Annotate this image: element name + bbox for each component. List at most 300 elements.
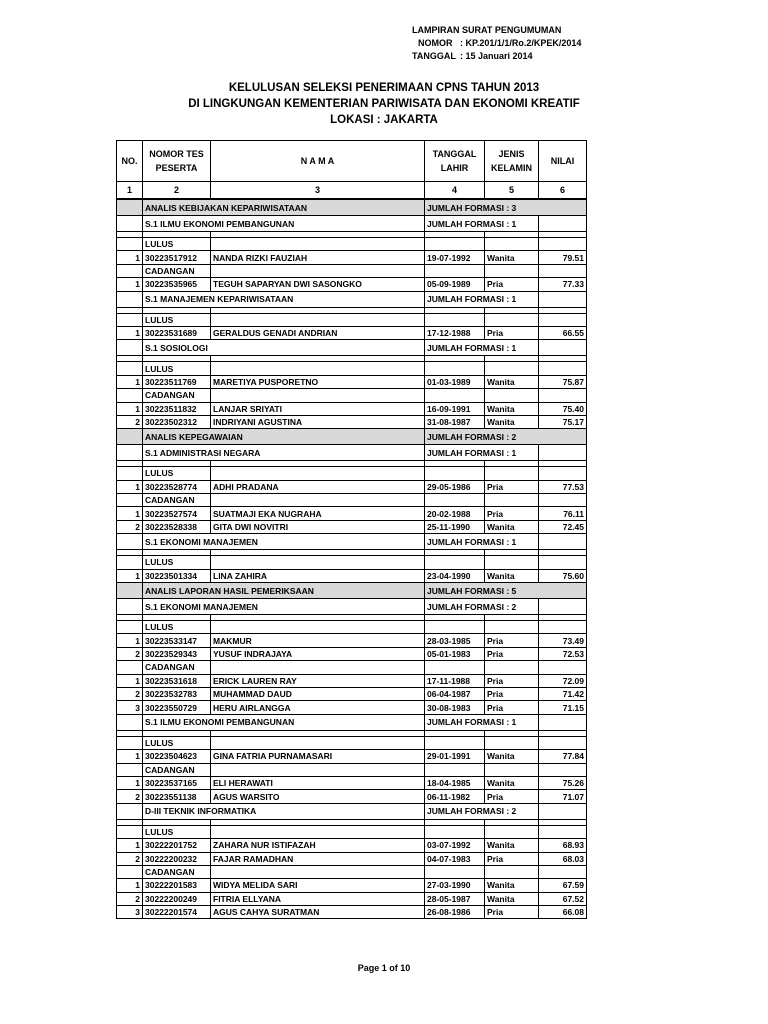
row-number: 1 (117, 480, 143, 493)
empty-cell (117, 362, 143, 375)
row-number: 1 (117, 879, 143, 892)
test-number: 30223527574 (143, 507, 211, 520)
row-number: 2 (117, 790, 143, 803)
empty-cell (425, 865, 485, 878)
score: 71.15 (539, 701, 587, 714)
empty-cell (117, 445, 143, 461)
formasi-count: JUMLAH FORMASI : 2 (425, 429, 587, 445)
empty-cell (211, 763, 425, 776)
category-row (117, 199, 587, 216)
birth-date: 27-03-1990 (425, 879, 485, 892)
test-number: 30223550729 (143, 701, 211, 714)
header-tanggal-lahir: TANGGAL LAHIR (425, 141, 485, 182)
status-label-row (117, 661, 587, 674)
empty-cell (425, 556, 485, 569)
birth-date: 19-07-1992 (425, 251, 485, 264)
empty-cell (539, 803, 587, 819)
empty-cell (425, 467, 485, 480)
participant-name: GINA FATRIA PURNAMASARI (211, 750, 425, 763)
table-row (117, 687, 587, 700)
gender: Wanita (485, 839, 539, 852)
empty-cell (539, 445, 587, 461)
formasi-count: JUMLAH FORMASI : 1 (425, 445, 539, 461)
header-nomor-tes: NOMOR TES PESERTA (143, 141, 211, 182)
empty-cell (211, 621, 425, 634)
formasi-count: JUMLAH FORMASI : 3 (425, 199, 587, 216)
test-number: 30222201583 (143, 879, 211, 892)
empty-cell (539, 264, 587, 277)
participant-name: MAKMUR (211, 634, 425, 647)
empty-cell (117, 467, 143, 480)
score: 66.08 (539, 906, 587, 919)
empty-cell (211, 556, 425, 569)
status-label: CADANGAN (143, 389, 211, 402)
empty-cell (425, 621, 485, 634)
empty-cell (485, 825, 539, 838)
empty-cell (117, 865, 143, 878)
participant-name: ZAHARA NUR ISTIFAZAH (211, 839, 425, 852)
colnum: 4 (425, 182, 485, 200)
category-row (117, 583, 587, 599)
score: 77.84 (539, 750, 587, 763)
empty-cell (425, 238, 485, 251)
colnum: 1 (117, 182, 143, 200)
score: 77.53 (539, 480, 587, 493)
test-number: 30223504623 (143, 750, 211, 763)
empty-cell (117, 736, 143, 749)
score: 75.17 (539, 415, 587, 428)
reference-nomor (412, 37, 581, 50)
table-row (117, 278, 587, 291)
empty-cell (485, 736, 539, 749)
row-number: 2 (117, 892, 143, 905)
score: 77.33 (539, 278, 587, 291)
empty-cell (117, 313, 143, 326)
gender: Pria (485, 278, 539, 291)
empty-cell (425, 763, 485, 776)
tanggal-value: : 15 Januari 2014 (460, 51, 533, 61)
empty-cell (485, 238, 539, 251)
empty-cell (539, 494, 587, 507)
empty-cell (117, 661, 143, 674)
subcategory-name: S.1 EKONOMI MANAJEMEN (143, 599, 425, 615)
subcategory-name: S.1 ILMU EKONOMI PEMBANGUNAN (143, 216, 425, 232)
table-row (117, 674, 587, 687)
subcategory-row (117, 803, 587, 819)
test-number: 30223517912 (143, 251, 211, 264)
subcategory-row (117, 340, 587, 356)
empty-cell (117, 803, 143, 819)
row-number: 1 (117, 375, 143, 388)
formasi-count: JUMLAH FORMASI : 2 (425, 803, 539, 819)
status-label-row (117, 825, 587, 838)
participant-name: MUHAMMAD DAUD (211, 687, 425, 700)
test-number: 30223528338 (143, 520, 211, 533)
birth-date: 20-02-1988 (425, 507, 485, 520)
row-number: 3 (117, 701, 143, 714)
header-nama: N A M A (211, 141, 425, 182)
title-line-1: KELULUSAN SELEKSI PENERIMAAN CPNS TAHUN 2013 (228, 82, 540, 94)
empty-cell (485, 494, 539, 507)
table-row (117, 701, 587, 714)
empty-cell (539, 865, 587, 878)
participant-name: WIDYA MELIDA SARI (211, 879, 425, 892)
empty-cell (539, 534, 587, 550)
score: 72.09 (539, 674, 587, 687)
test-number: 30222201574 (143, 906, 211, 919)
table-row (117, 402, 587, 415)
empty-cell (117, 264, 143, 277)
empty-cell (211, 736, 425, 749)
row-number: 2 (117, 415, 143, 428)
empty-cell (539, 599, 587, 615)
empty-cell (117, 599, 143, 615)
score: 67.52 (539, 892, 587, 905)
table-row (117, 776, 587, 789)
empty-cell (425, 494, 485, 507)
gender: Pria (485, 480, 539, 493)
gender: Wanita (485, 375, 539, 388)
table-row (117, 906, 587, 919)
results-table (116, 140, 587, 919)
empty-cell (211, 264, 425, 277)
score: 75.26 (539, 776, 587, 789)
participant-name: INDRIYANI AGUSTINA (211, 415, 425, 428)
row-number: 1 (117, 402, 143, 415)
empty-cell (425, 264, 485, 277)
score: 67.59 (539, 879, 587, 892)
empty-cell (211, 389, 425, 402)
empty-cell (117, 825, 143, 838)
gender: Wanita (485, 520, 539, 533)
table-row (117, 507, 587, 520)
score: 71.07 (539, 790, 587, 803)
subcategory-name: S.1 EKONOMI MANAJEMEN (143, 534, 425, 550)
status-label: LULUS (143, 556, 211, 569)
row-number: 2 (117, 852, 143, 865)
category-name: ANALIS LAPORAN HASIL PEMERIKSAAN (143, 583, 425, 599)
table-row (117, 326, 587, 339)
gender: Wanita (485, 402, 539, 415)
empty-cell (485, 264, 539, 277)
table-row (117, 415, 587, 428)
gender: Pria (485, 326, 539, 339)
birth-date: 23-04-1990 (425, 569, 485, 582)
row-number: 1 (117, 634, 143, 647)
empty-cell (117, 340, 143, 356)
empty-cell (425, 313, 485, 326)
birth-date: 26-08-1986 (425, 906, 485, 919)
participant-name: GERALDUS GENADI ANDRIAN (211, 326, 425, 339)
participant-name: FITRIA ELLYANA (211, 892, 425, 905)
empty-cell (539, 389, 587, 402)
test-number: 30223537165 (143, 776, 211, 789)
title-line-3: LOKASI : JAKARTA (330, 114, 438, 126)
score: 75.40 (539, 402, 587, 415)
reference-block (412, 24, 581, 63)
test-number: 30223532783 (143, 687, 211, 700)
nomor-label: NOMOR (418, 38, 453, 48)
subcategory-row (117, 216, 587, 232)
empty-cell (117, 389, 143, 402)
empty-cell (485, 621, 539, 634)
subcategory-name: S.1 ILMU EKONOMI PEMBANGUNAN (143, 714, 425, 730)
status-label-row (117, 494, 587, 507)
empty-cell (425, 661, 485, 674)
gender: Pria (485, 852, 539, 865)
test-number: 30223551138 (143, 790, 211, 803)
score: 68.03 (539, 852, 587, 865)
empty-cell (485, 389, 539, 402)
birth-date: 16-09-1991 (425, 402, 485, 415)
table-header-row (117, 141, 587, 182)
row-number: 1 (117, 569, 143, 582)
gender: Pria (485, 687, 539, 700)
birth-date: 30-08-1983 (425, 701, 485, 714)
test-number: 30223528774 (143, 480, 211, 493)
empty-cell (425, 362, 485, 375)
status-label: LULUS (143, 313, 211, 326)
formasi-count: JUMLAH FORMASI : 1 (425, 340, 539, 356)
empty-cell (211, 661, 425, 674)
gender: Wanita (485, 415, 539, 428)
table-row (117, 839, 587, 852)
status-label-row (117, 736, 587, 749)
gender: Pria (485, 674, 539, 687)
status-label: LULUS (143, 736, 211, 749)
table-row (117, 790, 587, 803)
participant-name: SUATMAJI EKA NUGRAHA (211, 507, 425, 520)
gender: Wanita (485, 879, 539, 892)
test-number: 30223531618 (143, 674, 211, 687)
gender: Pria (485, 634, 539, 647)
formasi-count: JUMLAH FORMASI : 1 (425, 714, 539, 730)
table-row (117, 569, 587, 582)
table-row (117, 852, 587, 865)
empty-cell (211, 362, 425, 375)
birth-date: 06-04-1987 (425, 687, 485, 700)
status-label: CADANGAN (143, 865, 211, 878)
participant-name: YUSUF INDRAJAYA (211, 647, 425, 660)
empty-cell (117, 583, 143, 599)
table-row (117, 647, 587, 660)
empty-cell (539, 736, 587, 749)
empty-cell (539, 291, 587, 307)
empty-cell (211, 238, 425, 251)
colnum: 3 (211, 182, 425, 200)
row-number: 1 (117, 839, 143, 852)
row-number: 1 (117, 674, 143, 687)
nomor-value: : KP.201/1/1/Ro.2/KPEK/2014 (460, 38, 582, 48)
score: 75.87 (539, 375, 587, 388)
participant-name: TEGUH SAPARYAN DWI SASONGKO (211, 278, 425, 291)
table-row (117, 520, 587, 533)
status-label: CADANGAN (143, 264, 211, 277)
status-label: LULUS (143, 621, 211, 634)
empty-cell (539, 714, 587, 730)
formasi-count: JUMLAH FORMASI : 1 (425, 216, 539, 232)
empty-cell (539, 362, 587, 375)
participant-name: LINA ZAHIRA (211, 569, 425, 582)
formasi-count: JUMLAH FORMASI : 5 (425, 583, 587, 599)
row-number: 2 (117, 520, 143, 533)
subcategory-name: D-III TEKNIK INFORMATIKA (143, 803, 425, 819)
empty-cell (485, 661, 539, 674)
table-row (117, 251, 587, 264)
test-number: 30222201752 (143, 839, 211, 852)
birth-date: 29-05-1986 (425, 480, 485, 493)
table-row (117, 879, 587, 892)
status-label-row (117, 467, 587, 480)
empty-cell (539, 340, 587, 356)
empty-cell (211, 313, 425, 326)
participant-name: ERICK LAUREN RAY (211, 674, 425, 687)
table-row (117, 634, 587, 647)
test-number: 30223535965 (143, 278, 211, 291)
formasi-count: JUMLAH FORMASI : 2 (425, 599, 539, 615)
empty-cell (485, 763, 539, 776)
test-number: 30223511832 (143, 402, 211, 415)
subcategory-row (117, 599, 587, 615)
header-nilai: NILAI (539, 141, 587, 182)
page-footer: Page 1 of 10 (357, 963, 411, 973)
birth-date: 05-01-1983 (425, 647, 485, 660)
gender: Wanita (485, 251, 539, 264)
row-number: 1 (117, 507, 143, 520)
test-number: 30223511769 (143, 375, 211, 388)
empty-cell (539, 216, 587, 232)
document-title (0, 80, 768, 128)
reference-title: LAMPIRAN SURAT PENGUMUMAN (412, 25, 562, 35)
test-number: 30223531689 (143, 326, 211, 339)
status-label: CADANGAN (143, 661, 211, 674)
category-row (117, 429, 587, 445)
participant-name: NANDA RIZKI FAUZIAH (211, 251, 425, 264)
status-label-row (117, 238, 587, 251)
empty-cell (117, 429, 143, 445)
birth-date: 18-04-1985 (425, 776, 485, 789)
birth-date: 04-07-1983 (425, 852, 485, 865)
empty-cell (117, 621, 143, 634)
birth-date: 17-11-1988 (425, 674, 485, 687)
status-label-row (117, 362, 587, 375)
row-number: 2 (117, 647, 143, 660)
birth-date: 17-12-1988 (425, 326, 485, 339)
test-number: 30223501334 (143, 569, 211, 582)
empty-cell (425, 389, 485, 402)
participant-name: FAJAR RAMADHAN (211, 852, 425, 865)
formasi-count: JUMLAH FORMASI : 1 (425, 534, 539, 550)
score: 66.55 (539, 326, 587, 339)
status-label-row (117, 556, 587, 569)
status-label: CADANGAN (143, 494, 211, 507)
row-number: 1 (117, 278, 143, 291)
empty-cell (485, 865, 539, 878)
empty-cell (117, 763, 143, 776)
row-number: 1 (117, 776, 143, 789)
subcategory-row (117, 534, 587, 550)
gender: Wanita (485, 776, 539, 789)
subcategory-row (117, 445, 587, 461)
row-number: 1 (117, 251, 143, 264)
participant-name: ADHI PRADANA (211, 480, 425, 493)
score: 68.93 (539, 839, 587, 852)
subcategory-name: S.1 SOSIOLOGI (143, 340, 425, 356)
table-row (117, 892, 587, 905)
formasi-count: JUMLAH FORMASI : 1 (425, 291, 539, 307)
empty-cell (211, 865, 425, 878)
table-row (117, 375, 587, 388)
test-number: 30223529343 (143, 647, 211, 660)
birth-date: 06-11-1982 (425, 790, 485, 803)
birth-date: 05-09-1989 (425, 278, 485, 291)
empty-cell (211, 467, 425, 480)
empty-cell (117, 199, 143, 216)
participant-name: AGUS CAHYA SURATMAN (211, 906, 425, 919)
empty-cell (539, 621, 587, 634)
participant-name: MARETIYA PUSPORETNO (211, 375, 425, 388)
birth-date: 28-03-1985 (425, 634, 485, 647)
row-number: 1 (117, 750, 143, 763)
empty-cell (117, 291, 143, 307)
status-label-row (117, 621, 587, 634)
colnum: 2 (143, 182, 211, 200)
subcategory-row (117, 291, 587, 307)
status-label-row (117, 264, 587, 277)
empty-cell (117, 556, 143, 569)
subcategory-row (117, 714, 587, 730)
empty-cell (117, 714, 143, 730)
gender: Wanita (485, 750, 539, 763)
empty-cell (425, 825, 485, 838)
empty-cell (117, 534, 143, 550)
gender: Wanita (485, 892, 539, 905)
subcategory-name: S.1 MANAJEMEN KEPARIWISATAAN (143, 291, 425, 307)
test-number: 30222200232 (143, 852, 211, 865)
score: 71.42 (539, 687, 587, 700)
colnum: 5 (485, 182, 539, 200)
category-name: ANALIS KEBIJAKAN KEPARIWISATAAN (143, 199, 425, 216)
table-row (117, 480, 587, 493)
birth-date: 03-07-1992 (425, 839, 485, 852)
colnum: 6 (539, 182, 587, 200)
score: 75.60 (539, 569, 587, 582)
gender: Pria (485, 701, 539, 714)
status-label-row (117, 313, 587, 326)
empty-cell (211, 825, 425, 838)
status-label: LULUS (143, 825, 211, 838)
empty-cell (485, 556, 539, 569)
gender: Pria (485, 647, 539, 660)
row-number: 1 (117, 326, 143, 339)
score: 72.53 (539, 647, 587, 660)
participant-name: LANJAR SRIYATI (211, 402, 425, 415)
gender: Pria (485, 790, 539, 803)
test-number: 30223502312 (143, 415, 211, 428)
empty-cell (211, 494, 425, 507)
empty-cell (485, 467, 539, 480)
gender: Wanita (485, 569, 539, 582)
row-number: 3 (117, 906, 143, 919)
status-label: LULUS (143, 238, 211, 251)
gender: Pria (485, 906, 539, 919)
birth-date: 31-08-1987 (425, 415, 485, 428)
row-number: 2 (117, 687, 143, 700)
status-label-row (117, 763, 587, 776)
test-number: 30223533147 (143, 634, 211, 647)
score: 73.49 (539, 634, 587, 647)
score: 76.11 (539, 507, 587, 520)
